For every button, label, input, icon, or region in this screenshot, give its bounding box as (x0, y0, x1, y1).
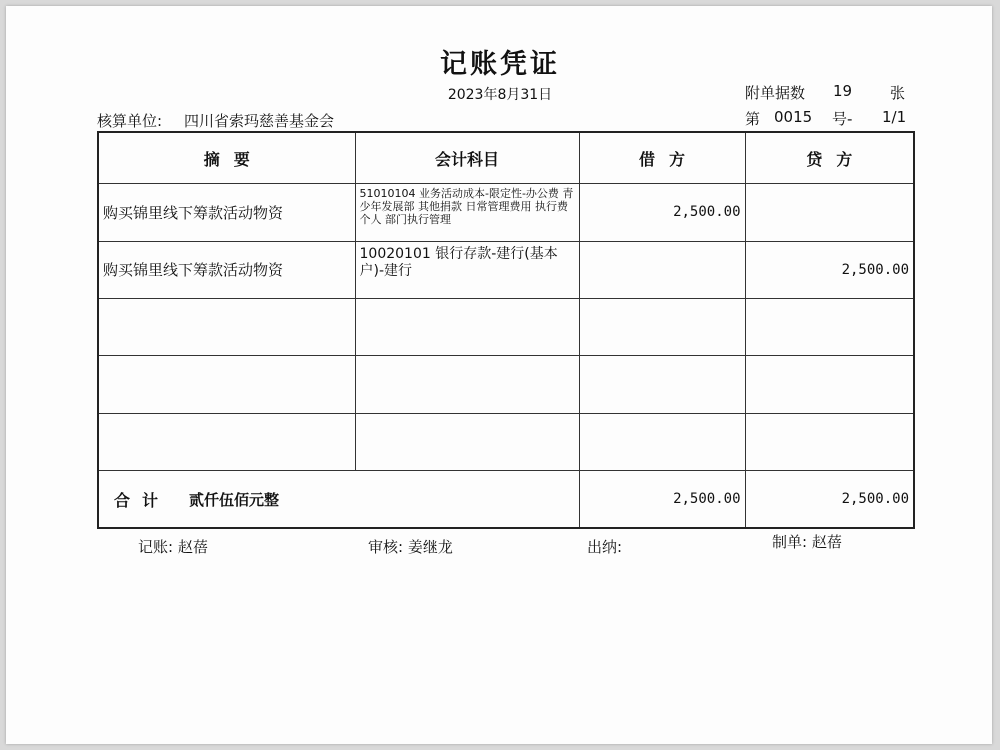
total-label: 合计 (113, 490, 170, 510)
unit-label: 核算单位: (97, 112, 163, 130)
total-debit: 2,500.00 (579, 471, 745, 528)
row-summary: 购买锦里线下筹款活动物资 (98, 184, 355, 241)
table-row-empty (98, 356, 914, 413)
total-amount-words: 贰仟伍佰元整 (189, 490, 280, 509)
unit-name: 四川省索玛慈善基金会 (184, 112, 335, 130)
voucher-date: 2023年8月31日 (447, 87, 553, 103)
row-credit: 2,500.00 (745, 241, 914, 298)
header-debit: 借方 (579, 132, 745, 184)
bookkeeper: 记账: 赵蓓 (138, 538, 208, 556)
cashier: 出纳: (587, 538, 623, 556)
table-row-empty (98, 413, 914, 470)
row-credit (745, 184, 914, 241)
voucher-number: 0015 (774, 108, 813, 126)
header-account: 会计科目 (355, 132, 579, 184)
voucher-title: 记账凭证 (440, 49, 560, 80)
number-suffix: 号- (832, 110, 853, 128)
table-total-row (98, 471, 914, 528)
attachments-count: 19 (833, 82, 853, 100)
number-prefix: 第 (745, 110, 761, 128)
total-credit: 2,500.00 (745, 471, 914, 528)
row-account: 10020101 银行存款-建行(基本户)-建行 (355, 241, 579, 298)
table-row-empty (98, 299, 914, 356)
row-debit (579, 241, 745, 298)
voucher-table (97, 131, 915, 529)
preparer: 制单: 赵蓓 (772, 533, 842, 551)
table-row (98, 184, 914, 241)
reviewer: 审核: 姜继龙 (368, 538, 453, 556)
header-credit: 贷方 (745, 132, 914, 184)
table-header-row (98, 132, 914, 184)
page-indicator: 1/1 (882, 108, 907, 126)
attachments-unit: 张 (890, 84, 906, 102)
row-summary: 购买锦里线下筹款活动物资 (98, 241, 355, 298)
header-summary: 摘要 (98, 132, 355, 184)
attachments-label: 附单据数 (745, 84, 806, 102)
row-debit: 2,500.00 (579, 184, 745, 241)
row-account: 51010104 业务活动成本-限定性-办公费 青少年发展部 其他捐款 日常管理费用 执行费 个人 部门执行管理 (355, 184, 579, 241)
table-row (98, 241, 914, 298)
